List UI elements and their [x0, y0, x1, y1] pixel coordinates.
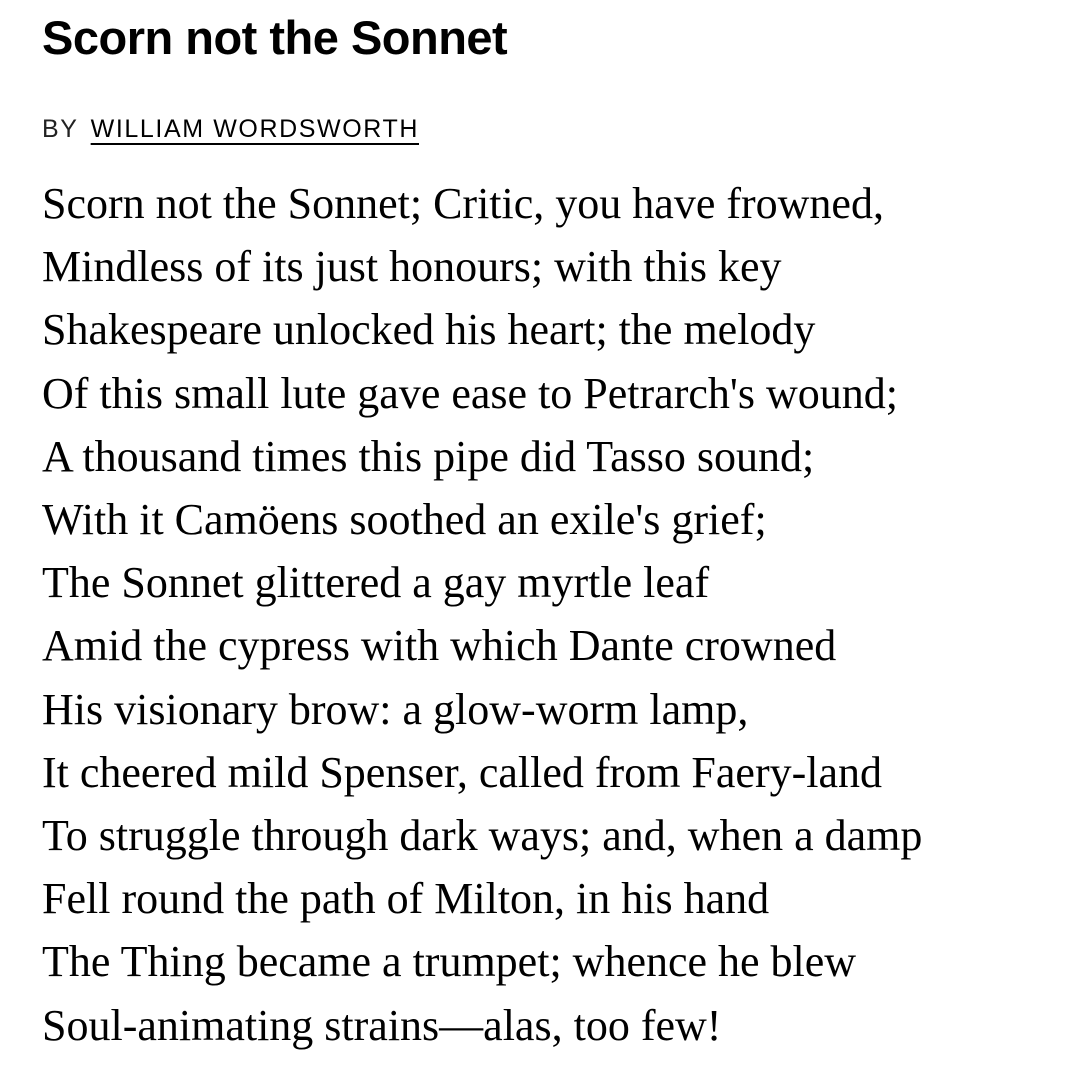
poem-body — [42, 172, 922, 1057]
poem-title: Scorn not the Sonnet — [42, 11, 508, 64]
poem-line-13: The Thing became a trumpet; whence he blew — [42, 937, 857, 987]
byline — [42, 112, 419, 146]
poem-line-14: Soul-animating strains—alas, too few! — [42, 1000, 722, 1050]
poem-line-11: To struggle through dark ways; and, when a damp — [42, 811, 923, 861]
poem-line-9: His visionary brow: a glow-worm lamp, — [42, 684, 749, 734]
poem-line-6: With it Camöens soothed an exile's grief; — [42, 495, 767, 545]
poem-line-12: Fell round the path of Milton, in his hand — [42, 874, 770, 924]
poem-line-1: Scorn not the Sonnet; Critic, you have frowned, — [42, 179, 884, 228]
byline-prefix: BY — [42, 115, 79, 143]
poem-line-8: Amid the cypress with which Dante crowned — [42, 621, 837, 671]
author-link[interactable]: WILLIAM WORDSWORTH — [90, 115, 419, 143]
poem-line-4: Of this small lute gave ease to Petrarch's wound; — [42, 368, 898, 418]
poem-line-7: The Sonnet glittered a gay myrtle leaf — [42, 558, 710, 608]
poem-line-3: Shakespeare unlocked his heart; the melody — [42, 305, 816, 355]
poem-page — [42, 0, 1052, 1080]
poem-line-2: Mindless of its just honours; with this key — [42, 242, 782, 292]
poem-line-10: It cheered mild Spenser, called from Faery-land — [42, 747, 883, 797]
poem-line-5: A thousand times this pipe did Tasso sound; — [42, 431, 815, 481]
